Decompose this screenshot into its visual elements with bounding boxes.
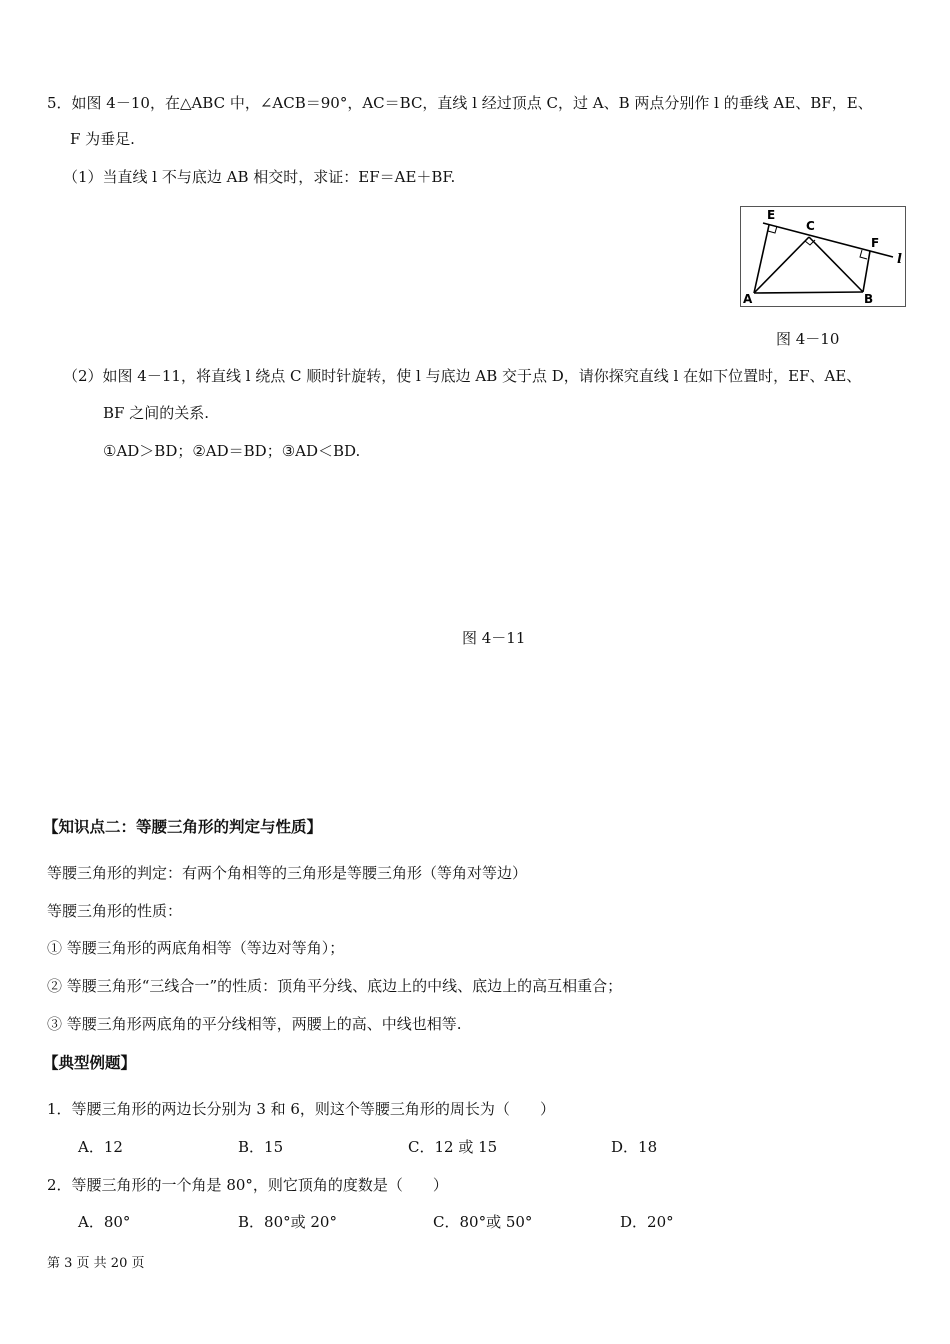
problem5-line1: 5．如图 4－10，在△ABC 中，∠ACB＝90°，AC＝BC，直线 l 经过顶点 C，过 A、B 两点分别作 l 的垂线 AE、BF，E、 (47, 94, 873, 112)
examples-heading: 【典型例题】 (43, 1054, 137, 1072)
caption-figure-4-10: 图 4－10 (776, 330, 840, 348)
triangle-diagram (741, 207, 905, 306)
caption-figure-4-11: 图 4－11 (462, 629, 526, 647)
question-2-stem: 2．等腰三角形的一个角是 80°，则它顶角的度数是（ ） (47, 1176, 448, 1194)
property-2: ② 等腰三角形“三线合一”的性质：顶角平分线、底边上的中线、底边上的高互相重合； (47, 977, 623, 995)
question-1-stem: 1．等腰三角形的两边长分别为 3 和 6，则这个等腰三角形的周长为（ ） (47, 1100, 555, 1118)
label-l: l (897, 252, 902, 267)
question-2-option-b: B．80°或 20° (238, 1213, 337, 1231)
property-title: 等腰三角形的性质： (47, 902, 183, 920)
question-1-option-b: B．15 (238, 1138, 284, 1156)
problem5-part2-cases: ①AD＞BD；②AD＝BD；③AD＜BD. (103, 442, 361, 460)
label-B: B (864, 292, 874, 306)
label-F: F (871, 236, 880, 250)
question-1-option-c: C．12 或 15 (408, 1138, 498, 1156)
page-footer: 第 3 页 共 20 页 (47, 1256, 145, 1271)
property-3: ③ 等腰三角形两底角的平分线相等，两腰上的高、中线也相等. (47, 1015, 462, 1033)
figure-4-10 (740, 206, 906, 307)
label-A: A (743, 292, 753, 306)
question-2-option-d: D．20° (620, 1213, 674, 1231)
judgement-text: 等腰三角形的判定：有两个角相等的三角形是等腰三角形（等角对等边） (47, 864, 528, 882)
question-1-option-a: A．12 (78, 1138, 123, 1156)
problem5-line2: F 为垂足. (70, 130, 135, 148)
label-E: E (767, 208, 776, 222)
problem5-part2-line2: BF 之间的关系. (103, 404, 209, 422)
label-C: C (806, 219, 815, 233)
problem5-part2-line1: （2）如图 4－11，将直线 l 绕点 C 顺时针旋转，使 l 与底边 AB 交于点 D，请你探究直线 l 在如下位置时，EF、AE、 (63, 367, 862, 385)
property-1: ① 等腰三角形的两底角相等（等边对等角）； (47, 939, 345, 957)
question-2-option-c: C．80°或 50° (433, 1213, 533, 1231)
knowledge-heading: 【知识点二：等腰三角形的判定与性质】 (43, 818, 323, 836)
question-2-option-a: A．80° (78, 1213, 131, 1231)
question-1-option-d: D．18 (611, 1138, 658, 1156)
problem5-part1: （1）当直线 l 不与底边 AB 相交时，求证：EF＝AE＋BF. (63, 168, 456, 186)
